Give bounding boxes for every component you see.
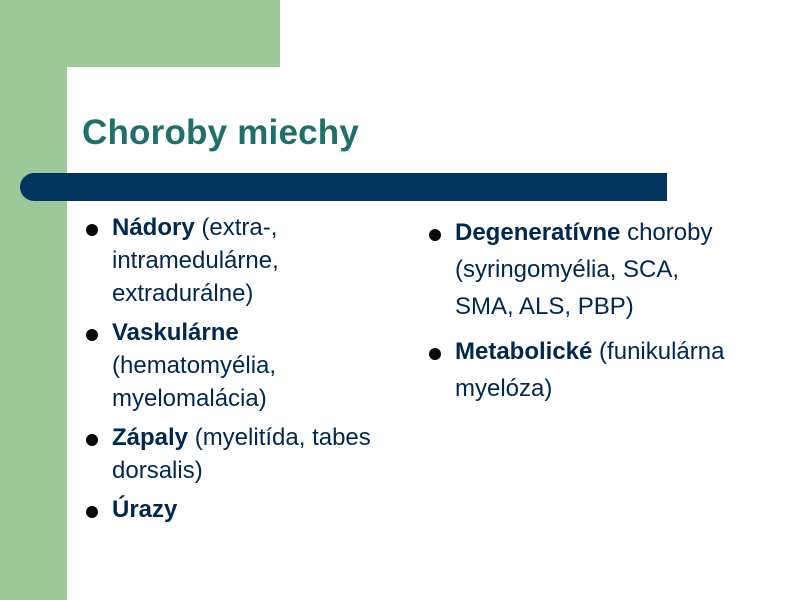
bullet-icon — [429, 348, 441, 360]
list-item — [425, 333, 725, 407]
list-item — [82, 316, 392, 415]
list-item — [82, 493, 392, 526]
slide-title: Choroby miechy — [82, 113, 360, 152]
item-heading: Zápaly — [112, 424, 189, 451]
item-text: choroby (syringomyélia, SCA, SMA, ALS, PBP) — [455, 219, 713, 320]
item-heading: Degeneratívne — [455, 219, 621, 246]
item-text: (funikulárna myelóza) — [455, 338, 725, 402]
bullet-icon — [86, 224, 98, 236]
green-accent-left — [0, 0, 67, 600]
list-item — [425, 214, 725, 325]
bullet-icon — [86, 329, 98, 341]
item-heading: Vaskulárne — [112, 319, 239, 346]
green-accent-top — [0, 0, 280, 67]
left-bullet-list — [82, 211, 392, 532]
bullet-icon — [86, 434, 98, 446]
list-item — [82, 421, 392, 487]
title-underline-bar — [20, 173, 667, 201]
bullet-icon — [86, 506, 98, 518]
item-heading: Nádory — [112, 214, 195, 241]
right-bullet-list — [425, 214, 725, 415]
item-heading: Metabolické — [455, 338, 593, 365]
item-text: (hematomyélia, myelomalácia) — [112, 352, 277, 412]
list-item — [82, 211, 392, 310]
item-text: (extra-, intramedulárne, extradurálne) — [112, 214, 279, 307]
item-heading: Úrazy — [112, 496, 178, 523]
bullet-icon — [429, 229, 441, 241]
item-text: (myelitída, tabes dorsalis) — [112, 424, 371, 484]
